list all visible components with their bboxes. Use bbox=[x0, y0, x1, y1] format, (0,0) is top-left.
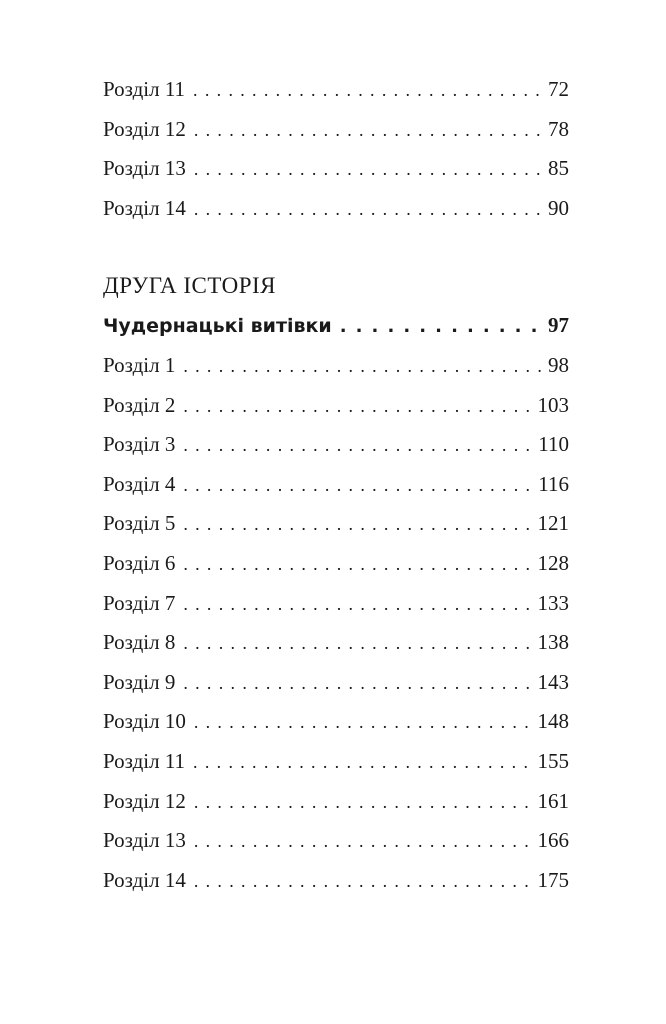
toc-entry-label: Розділ 3 bbox=[103, 432, 176, 457]
part-two-heading: ДРУГА ІСТОРІЯ bbox=[103, 273, 276, 299]
toc-title-entry[interactable] bbox=[103, 306, 569, 346]
toc-part-two-list bbox=[103, 346, 569, 900]
toc-entry[interactable] bbox=[103, 386, 569, 426]
toc-leader-dots bbox=[193, 743, 533, 783]
toc-leader-dots bbox=[194, 150, 544, 190]
toc-entry-page: 110 bbox=[538, 432, 569, 457]
toc-entry-page: 175 bbox=[537, 867, 569, 892]
toc-entry-page: 138 bbox=[537, 630, 569, 655]
toc-entry-label: Розділ 4 bbox=[103, 471, 176, 496]
toc-leader-dots bbox=[183, 624, 533, 664]
toc-title-entry-page: 97 bbox=[548, 313, 569, 338]
toc-entry-label: Розділ 11 bbox=[103, 77, 186, 101]
toc-entry-label: Розділ 14 bbox=[103, 867, 186, 892]
table-of-contents-page bbox=[103, 70, 569, 900]
toc-leader-dots bbox=[194, 190, 544, 230]
toc-leader-dots bbox=[183, 466, 534, 506]
toc-entry-label: Розділ 7 bbox=[103, 590, 176, 615]
toc-entry[interactable] bbox=[103, 742, 569, 782]
toc-entry-page: 128 bbox=[537, 550, 569, 575]
toc-entry[interactable] bbox=[103, 782, 569, 822]
toc-leader-dots bbox=[194, 111, 544, 151]
toc-entry[interactable] bbox=[103, 663, 569, 703]
toc-entry-page: 98 bbox=[548, 352, 569, 377]
toc-entry[interactable] bbox=[103, 821, 569, 861]
toc-entry-label: Розділ 6 bbox=[103, 550, 176, 575]
toc-leader-dots bbox=[193, 71, 544, 111]
toc-entry-page: 155 bbox=[537, 748, 569, 773]
toc-leader-dots bbox=[194, 783, 534, 823]
toc-entry-page: 143 bbox=[537, 669, 569, 694]
toc-entry-label: Розділ 9 bbox=[103, 669, 176, 694]
toc-leader-dots bbox=[194, 862, 534, 902]
toc-title-entry-label: Чудернацькі витівки bbox=[103, 315, 332, 338]
toc-leader-dots bbox=[194, 822, 534, 862]
toc-entry[interactable] bbox=[103, 149, 569, 189]
toc-entry-label: Розділ 12 bbox=[103, 116, 186, 141]
toc-entry-label: Розділ 1 bbox=[103, 352, 176, 377]
toc-entry-page: 116 bbox=[538, 471, 569, 496]
toc-entry-page: 121 bbox=[537, 511, 569, 536]
toc-leader-dots bbox=[340, 307, 544, 347]
toc-entry-label: Розділ 10 bbox=[103, 709, 186, 734]
toc-leader-dots bbox=[183, 664, 533, 704]
toc-leader-dots bbox=[194, 703, 534, 743]
toc-leader-dots bbox=[183, 505, 533, 545]
toc-entry[interactable] bbox=[103, 702, 569, 742]
toc-leader-dots bbox=[183, 545, 533, 585]
toc-entry[interactable] bbox=[103, 861, 569, 901]
toc-entry[interactable] bbox=[103, 623, 569, 663]
toc-part-two bbox=[103, 266, 569, 900]
toc-part-one-list bbox=[103, 70, 569, 228]
toc-leader-dots bbox=[183, 387, 533, 427]
toc-entry[interactable] bbox=[103, 425, 569, 465]
toc-entry-label: Розділ 5 bbox=[103, 511, 176, 536]
toc-leader-dots bbox=[183, 426, 534, 466]
toc-entry-label: Розділ 13 bbox=[103, 828, 186, 853]
toc-entry[interactable] bbox=[103, 584, 569, 624]
toc-entry[interactable] bbox=[103, 465, 569, 505]
toc-entry[interactable] bbox=[103, 544, 569, 584]
toc-entry-label: Розділ 13 bbox=[103, 156, 186, 181]
toc-entry[interactable] bbox=[103, 346, 569, 386]
toc-entry-label: Розділ 8 bbox=[103, 630, 176, 655]
toc-entry-label: Розділ 14 bbox=[103, 195, 186, 220]
toc-entry[interactable] bbox=[103, 110, 569, 150]
toc-entry-page: 148 bbox=[537, 709, 569, 734]
toc-entry-page: 85 bbox=[548, 156, 569, 181]
toc-entry-page: 103 bbox=[537, 392, 569, 417]
toc-entry-label: Розділ 11 bbox=[103, 748, 186, 773]
toc-entry-page: 78 bbox=[548, 116, 569, 141]
toc-entry-page: 72 bbox=[548, 77, 569, 101]
toc-leader-dots bbox=[183, 347, 544, 387]
toc-entry-label: Розділ 2 bbox=[103, 392, 176, 417]
toc-entry-page: 90 bbox=[548, 195, 569, 220]
toc-entry[interactable] bbox=[103, 70, 569, 110]
toc-entry-page: 161 bbox=[537, 788, 569, 813]
toc-entry-page: 166 bbox=[537, 828, 569, 853]
toc-entry-label: Розділ 12 bbox=[103, 788, 186, 813]
toc-entry-page: 133 bbox=[537, 590, 569, 615]
toc-entry[interactable] bbox=[103, 189, 569, 229]
toc-entry[interactable] bbox=[103, 504, 569, 544]
toc-leader-dots bbox=[183, 585, 533, 625]
